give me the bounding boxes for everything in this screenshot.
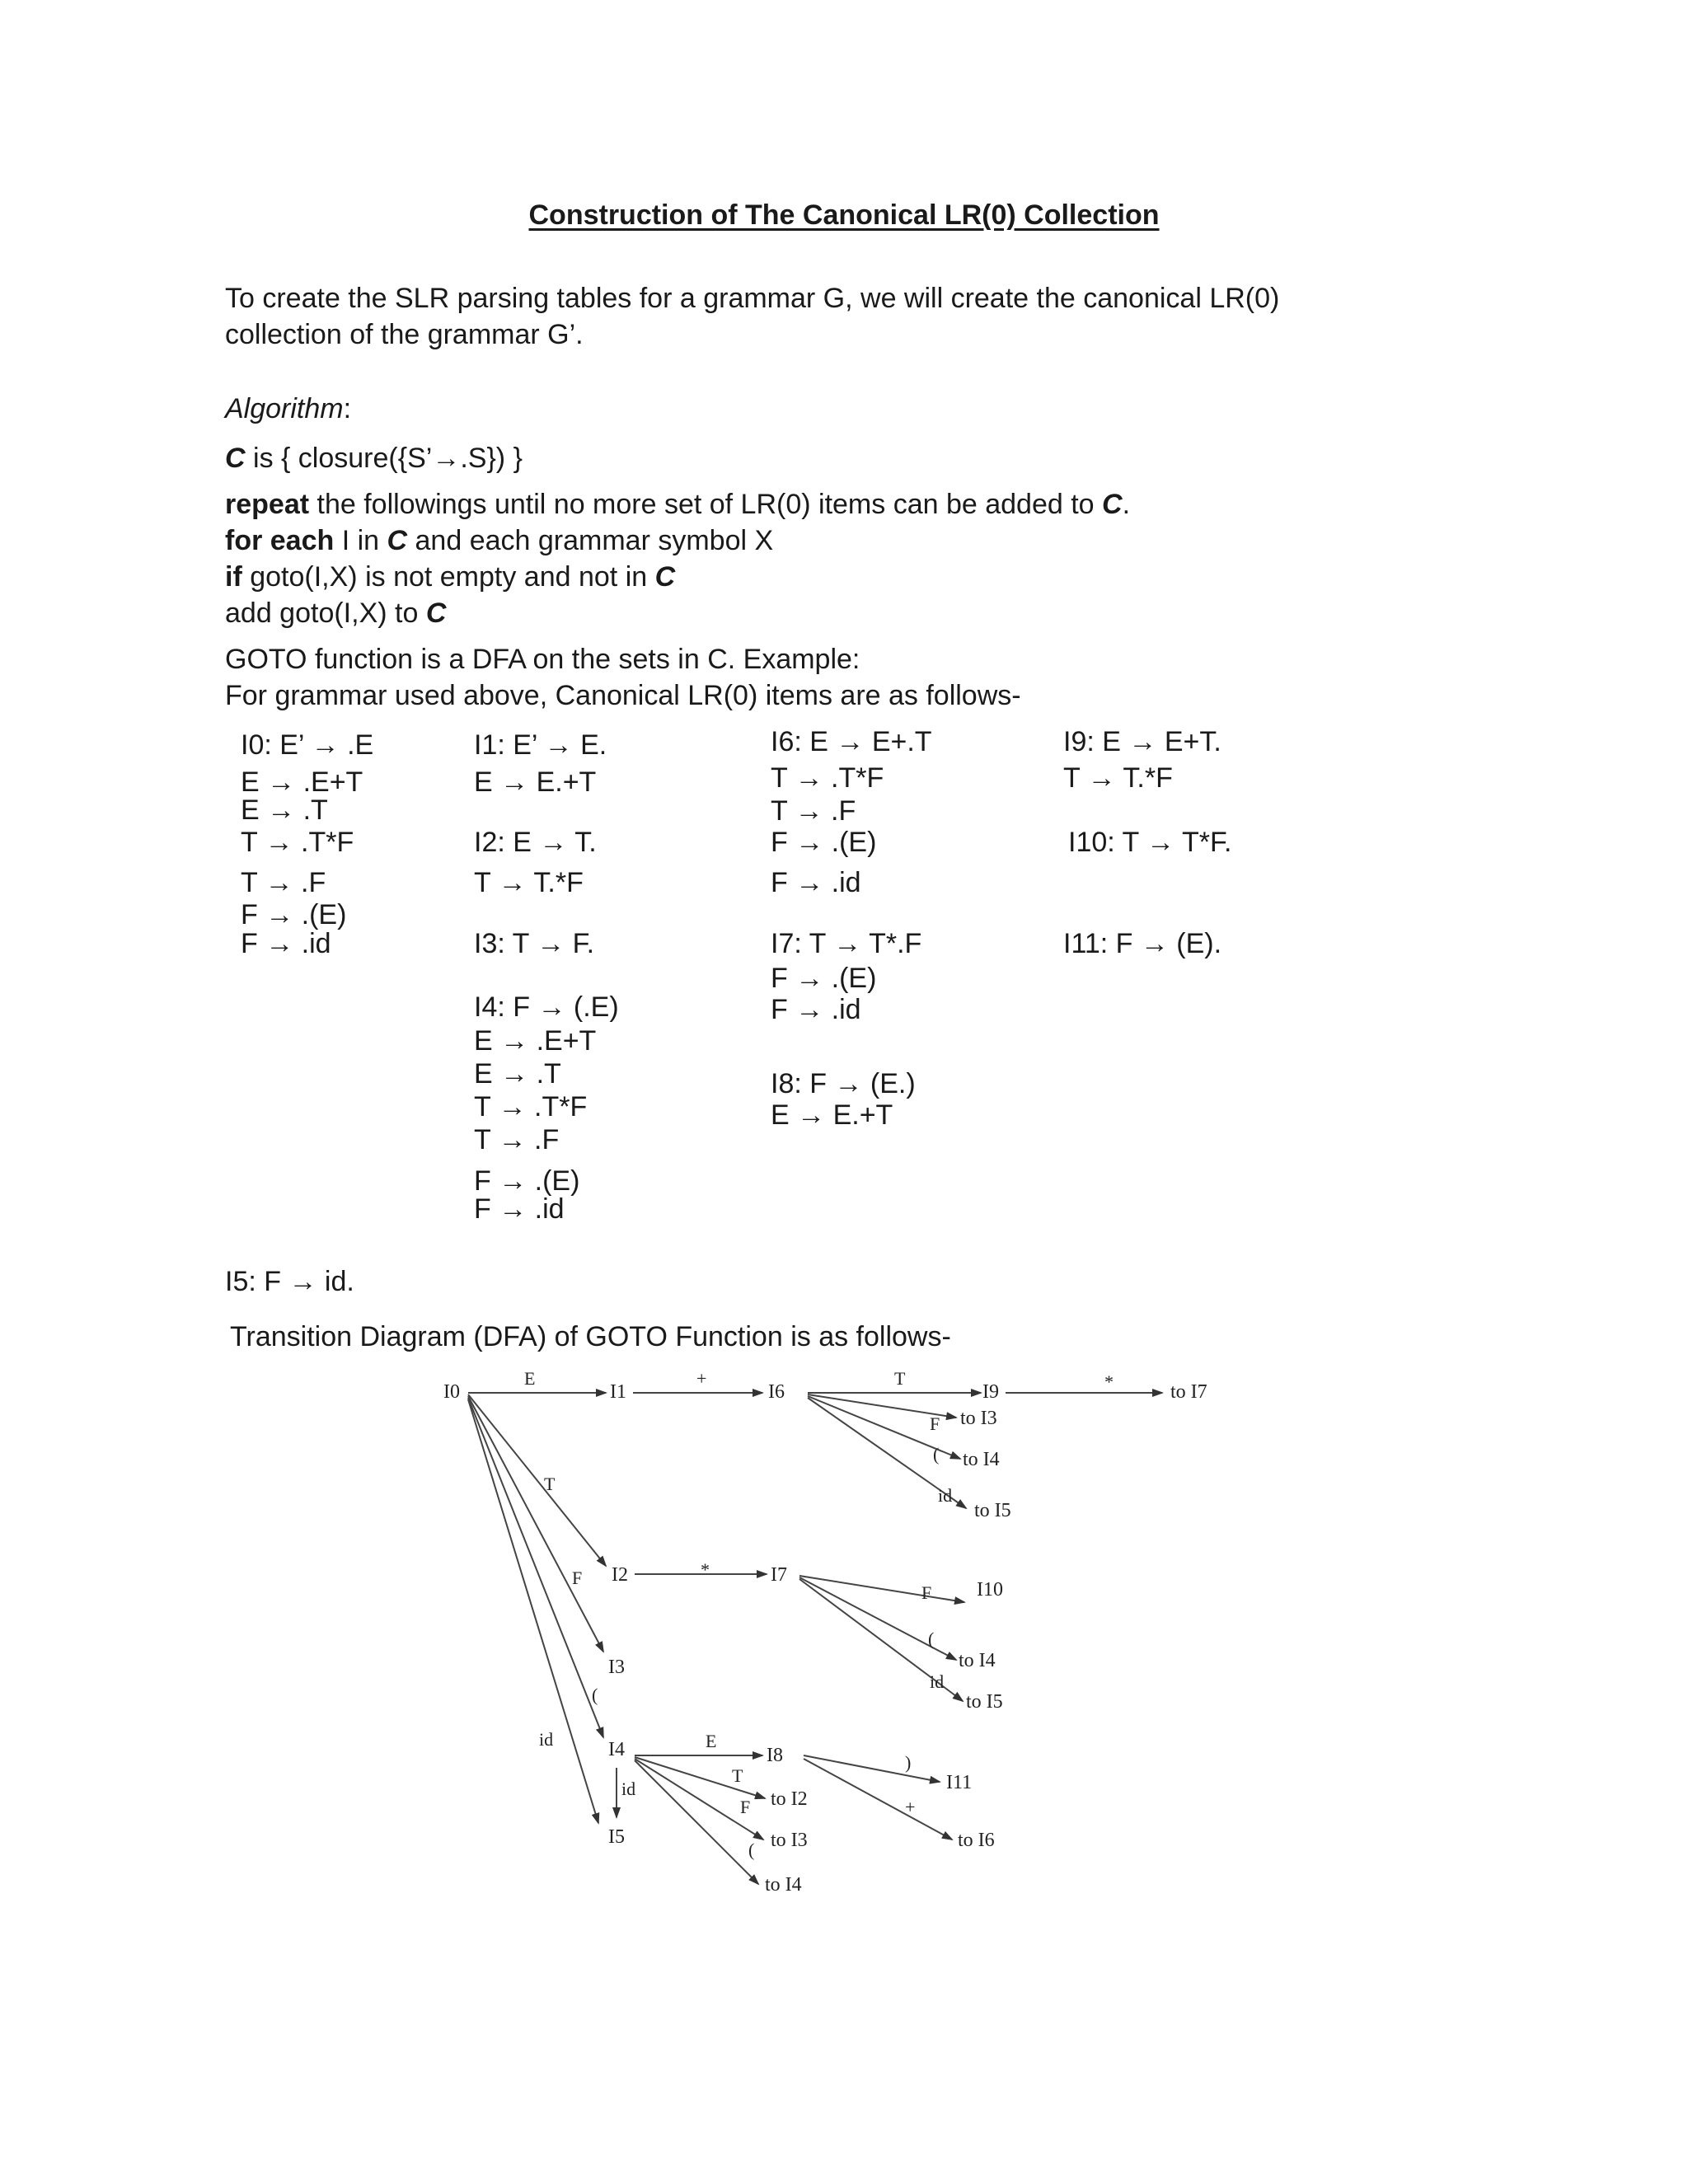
node-i8: I8: [767, 1745, 783, 1766]
item-line: F → .id: [771, 867, 861, 898]
item-line: E → .T: [241, 794, 328, 826]
edge-label-rparen: ): [905, 1752, 912, 1773]
item-line: T → .T*F: [771, 762, 884, 794]
diagram-caption: Transition Diagram (DFA) of GOTO Function is as follows-: [230, 1321, 951, 1352]
target-i8-to-i6: to I6: [958, 1830, 995, 1851]
item-line: F → .(E): [474, 1165, 580, 1197]
target-i4-to-i2: to I2: [771, 1788, 808, 1810]
item-line: T → T.*F: [474, 867, 584, 898]
add-text: add goto(I,X) to: [225, 598, 426, 629]
edge-label-id: id: [621, 1779, 636, 1799]
target-to-i7: to I7: [1170, 1381, 1207, 1403]
item-line: T → .F: [241, 867, 326, 898]
target-i4-to-i3: to I3: [771, 1830, 808, 1851]
edge-i8-i6: [804, 1759, 952, 1840]
item-line: E → .T: [474, 1058, 561, 1090]
item-line: F → .(E): [241, 899, 347, 930]
node-i5: I5: [608, 1826, 625, 1848]
edge-label-t: T: [544, 1474, 556, 1494]
page-title: Construction of The Canonical LR(0) Collection: [528, 199, 1160, 231]
item-line: E → .E+T: [474, 1025, 597, 1057]
target-i4-to-i4: to I4: [765, 1874, 802, 1896]
c-symbol: C: [425, 598, 447, 629]
edge-i0-i4: [468, 1398, 603, 1737]
item-line: I1: E’ → E.: [474, 729, 607, 761]
item-line: T → .F: [474, 1124, 560, 1155]
edge-label-f: F: [572, 1568, 583, 1588]
edge-label-t: T: [732, 1765, 743, 1786]
algorithm-label: Algorithm: [225, 393, 344, 424]
edge-label-star: *: [1104, 1371, 1114, 1392]
c-line-rest: is { closure({S’→.S}) }: [245, 443, 523, 474]
item-line: I6: E → E+.T: [771, 726, 932, 757]
item-line: F → .id: [771, 994, 861, 1025]
intro-line-2: collection of the grammar G’.: [225, 319, 584, 350]
item-line: I3: T → F.: [474, 928, 595, 959]
edge-label-id: id: [539, 1729, 554, 1750]
item-line: F → .(E): [771, 827, 877, 858]
edge-i8-i11: [804, 1755, 940, 1782]
intro-line-1: To create the SLR parsing tables for a grammar G, we will create the canonical LR(0): [225, 283, 1280, 314]
foreach-end: and each grammar symbol X: [407, 525, 774, 556]
target-i6-to-i5: to I5: [974, 1500, 1011, 1521]
item-line: I10: T → T*F.: [1068, 827, 1232, 858]
edge-label-id: id: [938, 1485, 953, 1506]
item-line: F → .id: [474, 1193, 565, 1225]
edge-i4-i2: [635, 1757, 765, 1798]
target-i6-to-i3: to I3: [960, 1408, 997, 1429]
target-i6-to-i4: to I4: [963, 1449, 1000, 1470]
edge-label-plus: +: [696, 1368, 707, 1389]
item-line: I7: T → T*.F: [771, 928, 922, 959]
item-line: E → E.+T: [474, 766, 597, 798]
item-line: E → E.+T: [771, 1099, 893, 1131]
edge-label-t: T: [894, 1368, 906, 1389]
node-i0: I0: [443, 1381, 460, 1403]
foreach-text: I in: [334, 525, 387, 556]
edge-label-f: F: [930, 1413, 940, 1434]
target-i7-to-i5: to I5: [966, 1691, 1003, 1713]
edge-label-star: *: [701, 1559, 710, 1580]
node-i2: I2: [612, 1564, 628, 1586]
item-line: I2: E → T.: [474, 827, 597, 858]
node-i3: I3: [608, 1657, 625, 1678]
repeat-text: the followings until no more set of LR(0) items can be added to: [309, 489, 1103, 520]
item-line: T → T.*F: [1063, 762, 1173, 794]
edge-label-plus: +: [905, 1797, 916, 1817]
c-symbol: C: [654, 561, 676, 593]
goto-line-1: GOTO function is a DFA on the sets in C. Example:: [225, 644, 860, 675]
node-i1: I1: [610, 1381, 626, 1403]
item-line: E → .E+T: [241, 766, 363, 798]
edge-label-lparen: (: [592, 1685, 598, 1705]
edge-label-f: F: [740, 1797, 751, 1817]
foreach-keyword: for each: [225, 525, 335, 556]
node-i7: I7: [771, 1564, 787, 1586]
item-set-i5: I5: F → id.: [225, 1266, 354, 1297]
edge-label-id: id: [930, 1671, 945, 1692]
edge-label-lparen: (: [748, 1840, 755, 1860]
edge-i0-i2: [468, 1394, 606, 1566]
edge-label-f: F: [921, 1582, 932, 1603]
item-line: T → .T*F: [241, 827, 354, 858]
target-i7-to-i4: to I4: [959, 1650, 996, 1671]
algorithm-colon: :: [343, 393, 352, 424]
c-symbol: C: [225, 443, 246, 474]
edge-i0-i3: [468, 1396, 603, 1652]
edge-label-e: E: [524, 1368, 536, 1389]
item-line: T → .T*F: [474, 1091, 588, 1122]
if-text: goto(I,X) is not empty and not in: [241, 561, 655, 593]
node-i9: I9: [982, 1381, 999, 1403]
item-line: I4: F → (.E): [474, 991, 619, 1023]
node-i11: I11: [946, 1772, 973, 1793]
edge-label-e: E: [706, 1731, 717, 1751]
repeat-keyword: repeat: [225, 489, 310, 520]
item-line: T → .F: [771, 795, 856, 827]
goto-line-2: For grammar used above, Canonical LR(0) items are as follows-: [225, 680, 1021, 711]
item-line: I11: F → (E).: [1063, 928, 1222, 959]
edge-label-lparen: (: [928, 1629, 935, 1649]
edge-i0-i5: [468, 1399, 598, 1823]
edge-label-lparen: (: [933, 1444, 940, 1465]
c-symbol: C: [1102, 489, 1123, 520]
item-line: I8: F → (E.): [771, 1068, 916, 1099]
item-line: I0: E’ → .E: [241, 729, 374, 761]
node-i10: I10: [977, 1579, 1003, 1601]
item-line: I9: E → E+T.: [1063, 726, 1221, 757]
node-i4: I4: [608, 1739, 625, 1760]
repeat-end: .: [1122, 489, 1131, 520]
item-line: F → .id: [241, 928, 331, 959]
if-keyword: if: [225, 561, 242, 593]
node-i6: I6: [768, 1381, 785, 1403]
item-line: F → .(E): [771, 963, 877, 994]
c-symbol: C: [387, 525, 408, 556]
